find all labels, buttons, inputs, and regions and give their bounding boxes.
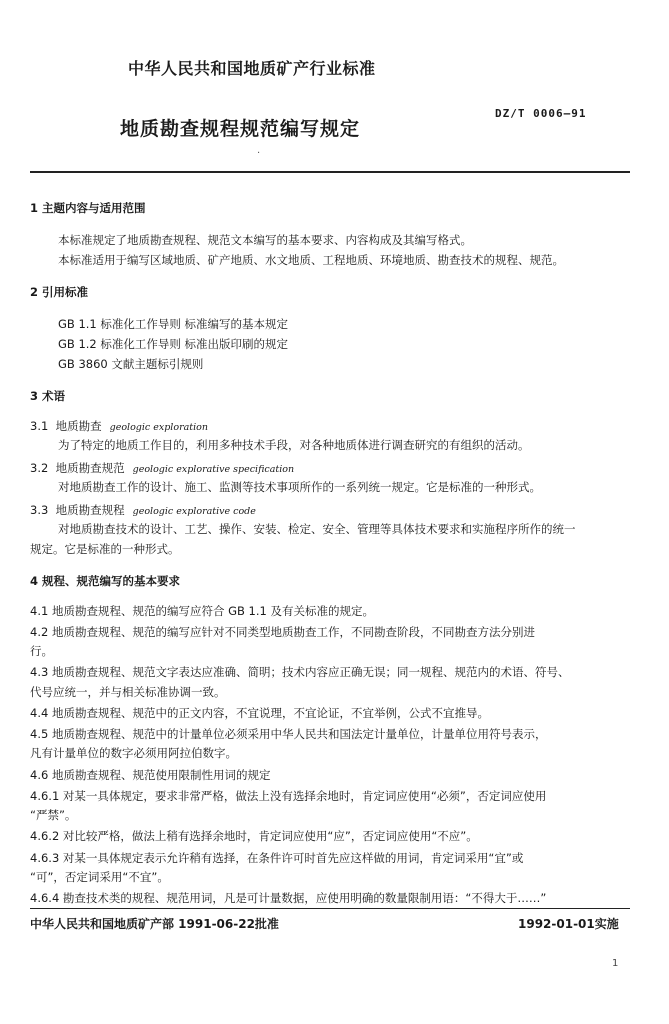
section-4-heading: 4 规程、规范编写的基本要求 xyxy=(30,574,181,588)
term-3-3-definition-cont: 规定。它是标准的一种形式。 xyxy=(30,542,180,556)
clause-4-6-4: 4.6.4 勘查技术类的规程、规范用词，凡是可计量数据，应使用明确的数量限制用语：“不得大于……” xyxy=(30,891,547,905)
clause-4-6: 4.6 地质勘查规程、规范使用限制性用词的规定 xyxy=(30,768,271,782)
implementation-date: 1992-01-01实施 xyxy=(518,917,619,931)
term-number: 3.3 xyxy=(30,503,49,517)
term-name: 地质勘查 xyxy=(55,419,102,433)
term-name: 地质勘查规范 xyxy=(55,461,125,475)
clause-4-3: 4.3 地质勘查规程、规范文字表达应准确、简明；技术内容应正确无误；同一规程、规范内的术语、符号、 xyxy=(30,665,570,679)
clause-4-6-1-cont: “严禁”。 xyxy=(30,808,77,822)
term-3-2-definition: 对地质勘查工作的设计、施工、监测等技术事项所作的一系列统一规定。它是标准的一种形式。 xyxy=(58,480,541,494)
clause-4-6-3: 4.6.3 对某一具体规定表示允许稍有选择，在条件许可时首先应这样做的用词，肯定词采用“宜”或 xyxy=(30,851,524,865)
section-1-para-1: 本标准规定了地质勘查规程、规范文本编写的基本要求、内容构成及其编写格式。 xyxy=(58,233,472,247)
term-number: 3.1 xyxy=(30,419,49,433)
approval-line: 中华人民共和国地质矿产部 1991-06-22批准 xyxy=(30,917,279,931)
section-2-heading: 2 引用标准 xyxy=(30,285,89,299)
term-name: 地质勘查规程 xyxy=(55,503,125,517)
term-3-3-definition: 对地质勘查技术的设计、工艺、操作、安装、检定、安全、管理等具体技术要求和实施程序所作的统一 xyxy=(58,522,576,536)
reference-item: GB 3860 文献主题标引规则 xyxy=(58,357,204,371)
clause-4-3-cont: 代号应统一，并与相关标准协调一致。 xyxy=(30,685,226,699)
section-3-heading: 3 术语 xyxy=(30,389,66,403)
reference-item: GB 1.2 标准化工作导则 标准出版印刷的规定 xyxy=(58,337,289,351)
clause-4-6-1: 4.6.1 对某一具体规定，要求非常严格，做法上没有选择余地时，肯定词应使用“必须”，否定词应使用 xyxy=(30,789,547,803)
clause-4-6-3-cont: “可”，否定词采用“不宜”。 xyxy=(30,870,169,884)
clause-4-5-cont: 凡有计量单位的数字必须用阿拉伯数字。 xyxy=(30,746,237,760)
term-english: geologic explorative specification xyxy=(132,464,295,475)
section-1-heading: 1 主题内容与适用范围 xyxy=(30,201,146,215)
clause-4-2: 4.2 地质勘查规程、规范的编写应针对不同类型地质勘查工作，不同勘查阶段，不同勘查方法分别进 xyxy=(30,625,535,639)
clause-4-1: 4.1 地质勘查规程、规范的编写应符合 GB 1.1 及有关标准的规定。 xyxy=(30,604,374,618)
reference-item: GB 1.1 标准化工作导则 标准编写的基本规定 xyxy=(58,317,289,331)
term-number: 3.2 xyxy=(30,461,49,475)
term-english: geologic exploration xyxy=(109,422,208,433)
standard-code: DZ/T 0006—91 xyxy=(495,107,587,120)
clause-4-4: 4.4 地质勘查规程、规范中的正文内容，不宜说理，不宜论证，不宜举例，公式不宜推导。 xyxy=(30,706,489,720)
term-3-1-definition: 为了特定的地质工作目的，利用多种技术手段，对各种地质体进行调查研究的有组织的活动。 xyxy=(58,438,530,452)
clause-4-6-2: 4.6.2 对比较严格，做法上稍有选择余地时，肯定词应使用“应”，否定词应使用“不应”。 xyxy=(30,829,478,843)
issuer-title: 中华人民共和国地质矿产行业标准 xyxy=(128,59,376,78)
header-rule xyxy=(30,171,630,173)
section-1-para-2: 本标准适用于编写区域地质、矿产地质、水文地质、工程地质、环境地质、勘查技术的规程、规范。 xyxy=(58,253,564,267)
clause-4-5: 4.5 地质勘查规程、规范中的计量单位必须采用中华人民共和国法定计量单位，计量单位用符号表示， xyxy=(30,727,547,741)
footer-rule xyxy=(30,908,630,909)
term-english: geologic explorative code xyxy=(132,506,256,517)
clause-4-2-cont: 行。 xyxy=(30,644,53,658)
term-3-3 xyxy=(30,502,256,518)
document-title: 地质勘查规程规范编写规定 xyxy=(120,118,361,140)
term-3-2 xyxy=(30,460,294,476)
page-number: 1 xyxy=(612,958,619,969)
term-3-1 xyxy=(30,418,208,434)
stray-mark: · xyxy=(257,148,261,159)
